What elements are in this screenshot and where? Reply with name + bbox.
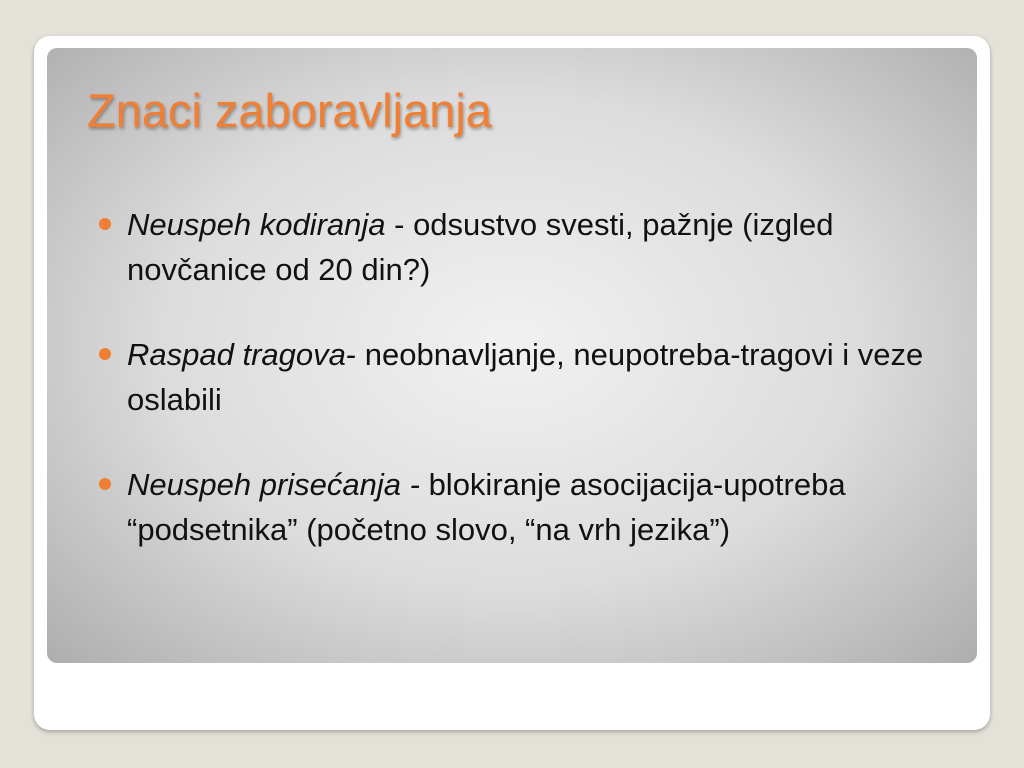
bullet-item — [127, 462, 937, 552]
slide-title: Znaci zaboravljanja — [87, 84, 492, 137]
bullet-item — [127, 202, 937, 292]
bullet-dot-icon — [99, 478, 111, 490]
bullet-term: Raspad tragova — [127, 337, 346, 372]
slide-content-panel — [47, 48, 977, 663]
bullet-text: blokiranje asocijacija-upotreba “podsetnika” (početno slovo, “na vrh jezika”) — [127, 467, 846, 547]
bullet-dot-icon — [99, 218, 111, 230]
bullet-dot-icon — [99, 348, 111, 360]
bullet-term: Neuspeh kodiranja — [127, 207, 386, 242]
bullet-term: Neuspeh prisećanja - — [127, 467, 429, 502]
bullet-list — [127, 202, 937, 552]
bullet-text: - neobnavljanje, neupotreba-tragovi i veze oslabili — [127, 337, 924, 417]
bullet-item — [127, 332, 937, 422]
bullet-text: - odsustvo svesti, pažnje (izgled novčanice od 20 din?) — [127, 207, 834, 287]
